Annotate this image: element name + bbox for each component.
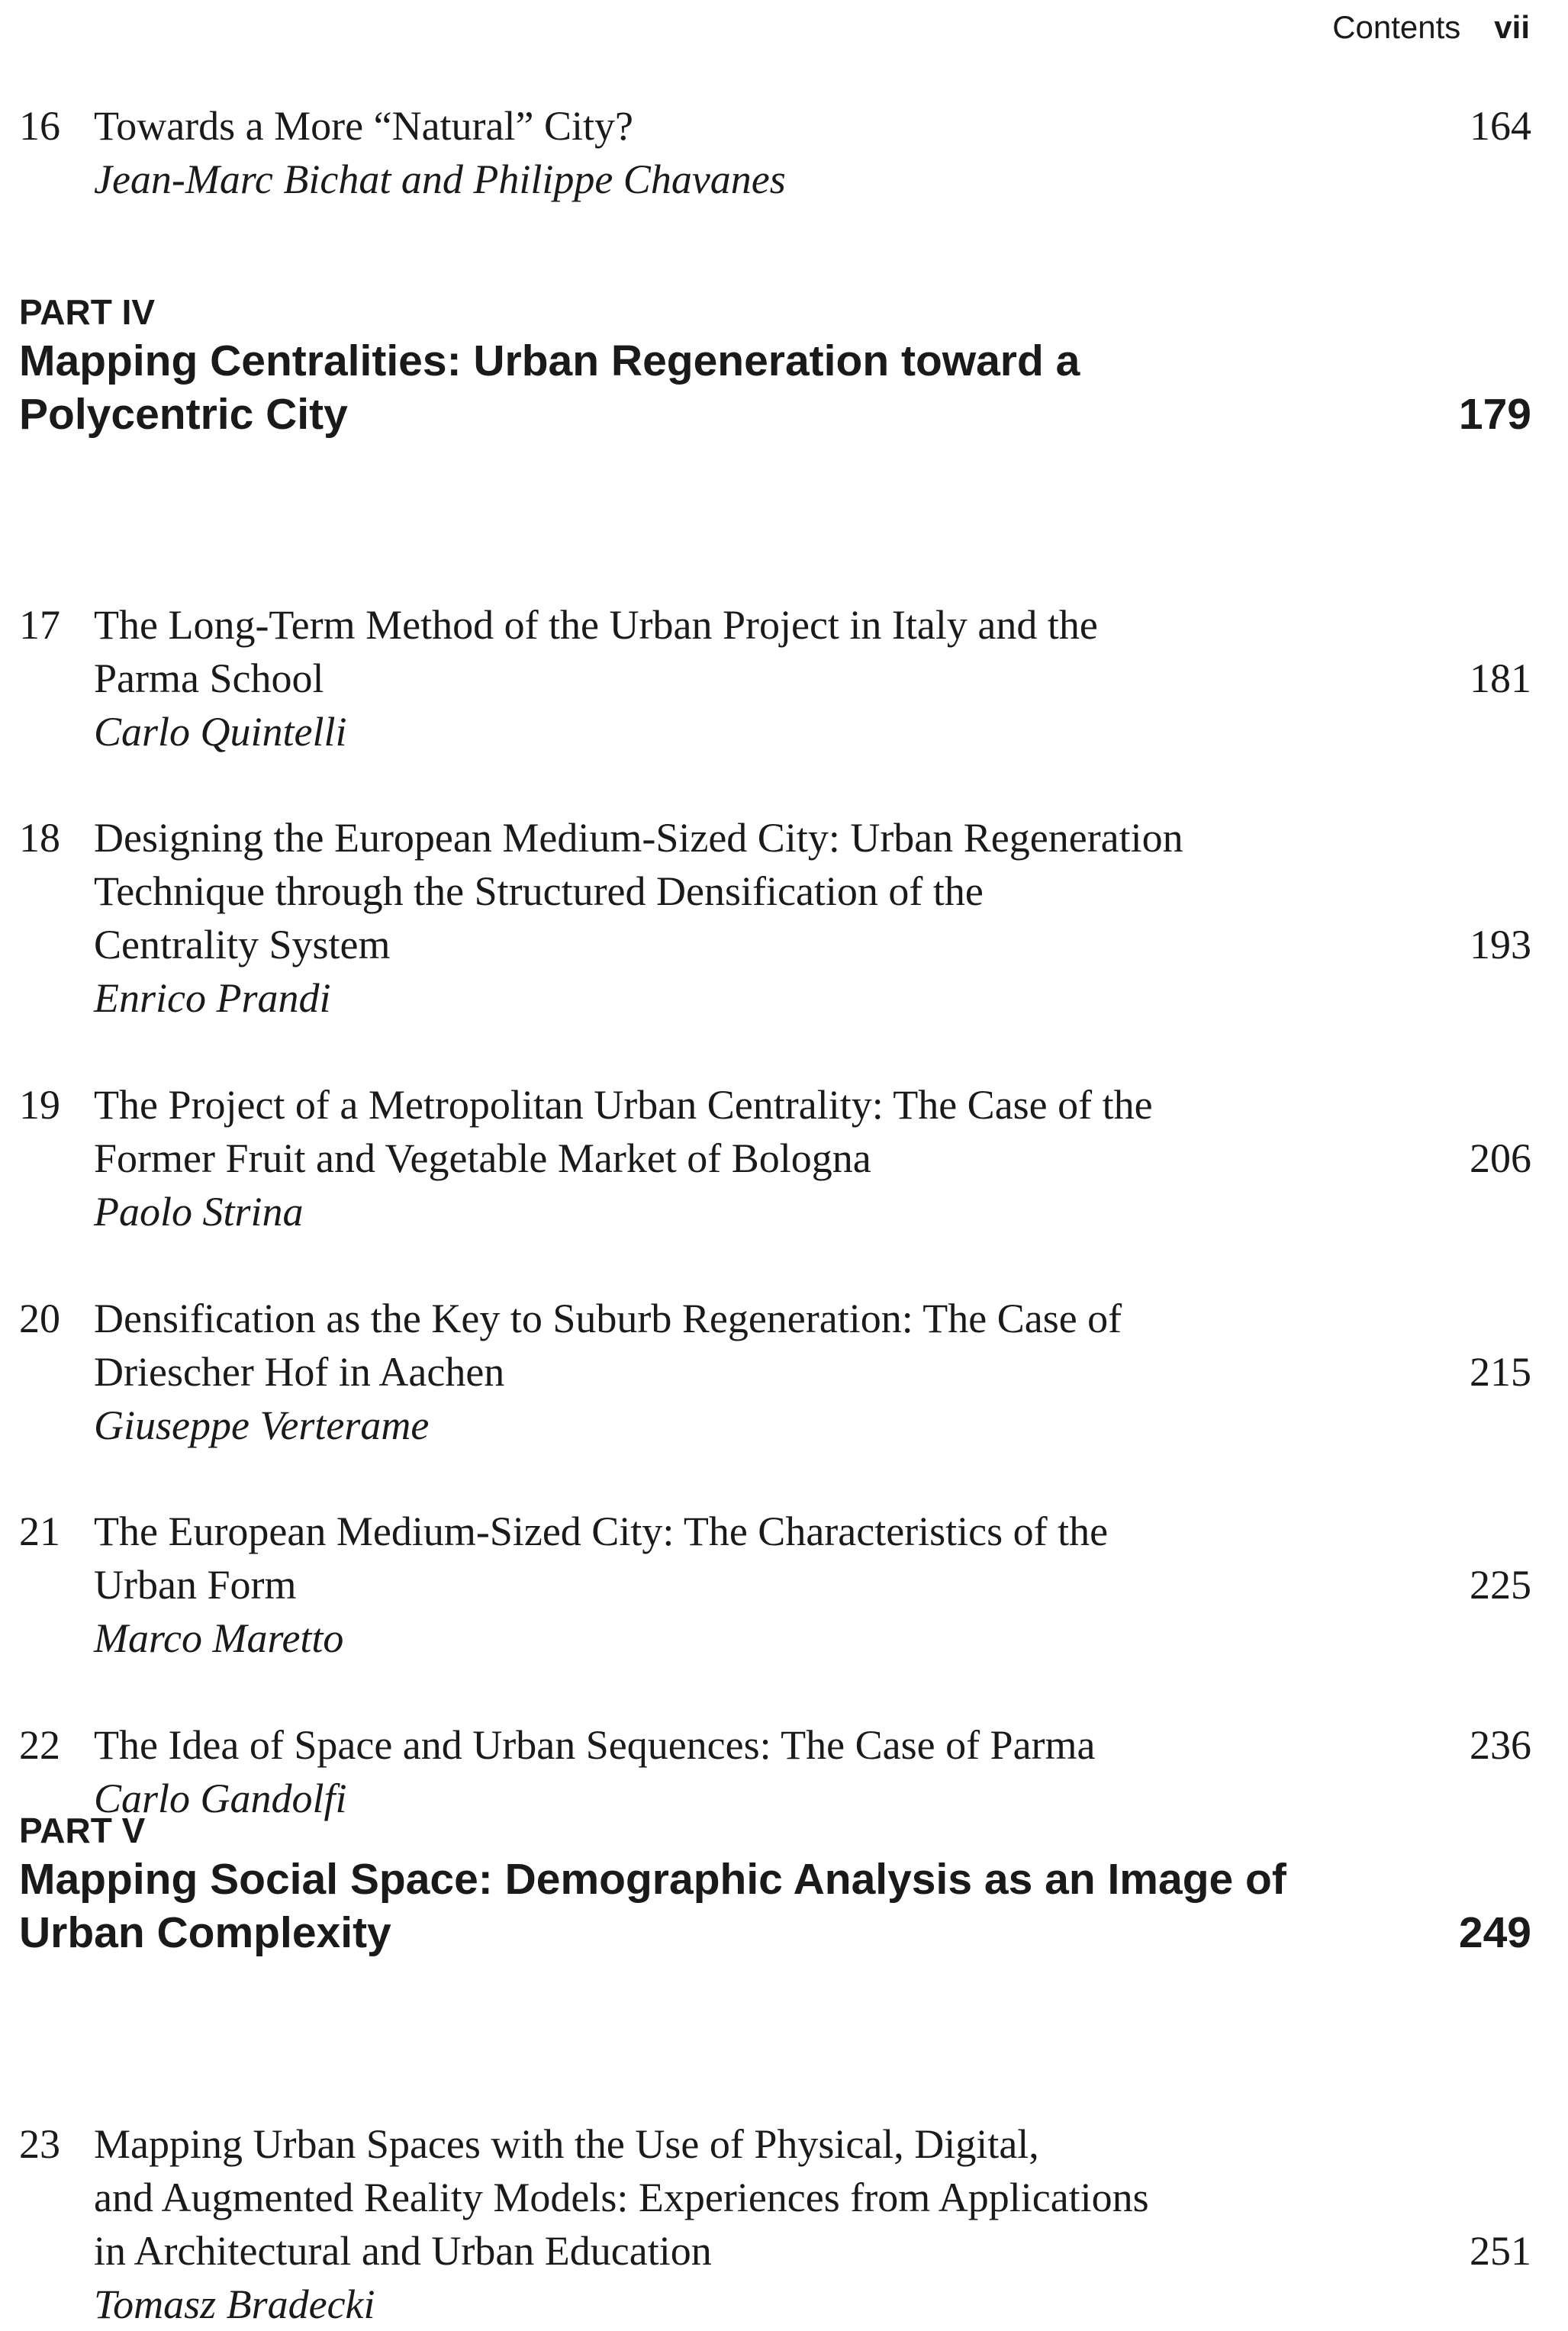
chapter-page: 164 <box>1470 103 1531 149</box>
chapter-page: 225 <box>1470 1562 1531 1608</box>
part-heading-v[interactable] <box>19 1808 1531 1959</box>
part-title: Mapping Social Space: Demographic Analysis as an Image of <box>19 1855 1286 1904</box>
chapter-title: in Architectural and Urban Education <box>94 2228 712 2274</box>
part-label: PART V <box>19 1811 146 1850</box>
chapter-title: and Augmented Reality Models: Experiences from Applications <box>94 2175 1149 2220</box>
chapter-page: 181 <box>1470 655 1531 701</box>
chapter-title: Parma School <box>94 655 324 701</box>
chapter-title: The Project of a Metropolitan Urban Centrality: The Case of the <box>94 1082 1153 1128</box>
chapter-title: Designing the European Medium-Sized City: Urban Regeneration <box>94 815 1183 861</box>
chapter-number: 17 <box>19 602 60 648</box>
header-page-number: vii <box>1494 9 1530 45</box>
chapter-title: The Long-Term Method of the Urban Project in Italy and the <box>94 602 1098 648</box>
chapter-number: 22 <box>19 1722 60 1768</box>
chapter-author: Paolo Strina <box>94 1189 304 1235</box>
chapter-title: The Idea of Space and Urban Sequences: The Case of Parma <box>94 1722 1096 1768</box>
chapter-title: Towards a More “Natural” City? <box>94 103 633 149</box>
chapter-number: 23 <box>19 2121 60 2167</box>
chapter-title: The European Medium-Sized City: The Characteristics of the <box>94 1508 1109 1554</box>
chapter-number: 20 <box>19 1296 60 1341</box>
toc-entry-19[interactable] <box>19 1078 1531 1238</box>
part-page: 179 <box>1458 390 1531 439</box>
toc-entry-21[interactable] <box>19 1505 1531 1665</box>
chapter-author: Tomasz Bradecki <box>94 2281 375 2327</box>
chapter-title: Densification as the Key to Suburb Regeneration: The Case of <box>94 1296 1122 1341</box>
chapter-page: 251 <box>1470 2228 1531 2274</box>
chapter-author: Giuseppe Verterame <box>94 1402 430 1448</box>
chapter-page: 206 <box>1470 1135 1531 1181</box>
chapter-author: Carlo Gandolfi <box>94 1776 347 1821</box>
chapter-title: Urban Form <box>94 1562 297 1608</box>
part-title: Polycentric City <box>19 390 348 439</box>
toc-entry-18[interactable] <box>19 811 1531 1025</box>
chapter-author: Jean-Marc Bichat and Philippe Chavanes <box>94 156 786 202</box>
toc-entry-16[interactable] <box>19 99 1531 206</box>
chapter-author: Enrico Prandi <box>94 975 331 1021</box>
part-title: Urban Complexity <box>19 1908 391 1957</box>
chapter-title: Technique through the Structured Densification of the <box>94 868 984 914</box>
chapter-author: Marco Maretto <box>94 1615 344 1661</box>
toc-entry-23[interactable] <box>19 2117 1531 2331</box>
chapter-page: 193 <box>1470 922 1531 967</box>
chapter-number: 16 <box>19 103 60 149</box>
chapter-title: Former Fruit and Vegetable Market of Bologna <box>94 1135 871 1181</box>
toc-entry-20[interactable] <box>19 1292 1531 1452</box>
part-title: Mapping Centralities: Urban Regeneration toward a <box>19 336 1080 385</box>
chapter-page: 215 <box>1470 1349 1531 1395</box>
chapter-title: Mapping Urban Spaces with the Use of Physical, Digital, <box>94 2121 1039 2167</box>
part-heading-iv[interactable] <box>19 290 1531 441</box>
part-page: 249 <box>1458 1908 1531 1957</box>
header-label: Contents <box>1332 9 1461 45</box>
chapter-number: 19 <box>19 1082 60 1128</box>
chapter-title: Centrality System <box>94 922 391 967</box>
chapter-page: 236 <box>1470 1722 1531 1768</box>
chapter-author: Carlo Quintelli <box>94 709 347 755</box>
chapter-number: 21 <box>19 1508 60 1554</box>
chapter-title: Driescher Hof in Aachen <box>94 1349 505 1395</box>
running-header <box>1332 6 1530 49</box>
toc-entry-17[interactable] <box>19 598 1531 758</box>
chapter-number: 18 <box>19 815 60 861</box>
part-label: PART IV <box>19 292 156 332</box>
